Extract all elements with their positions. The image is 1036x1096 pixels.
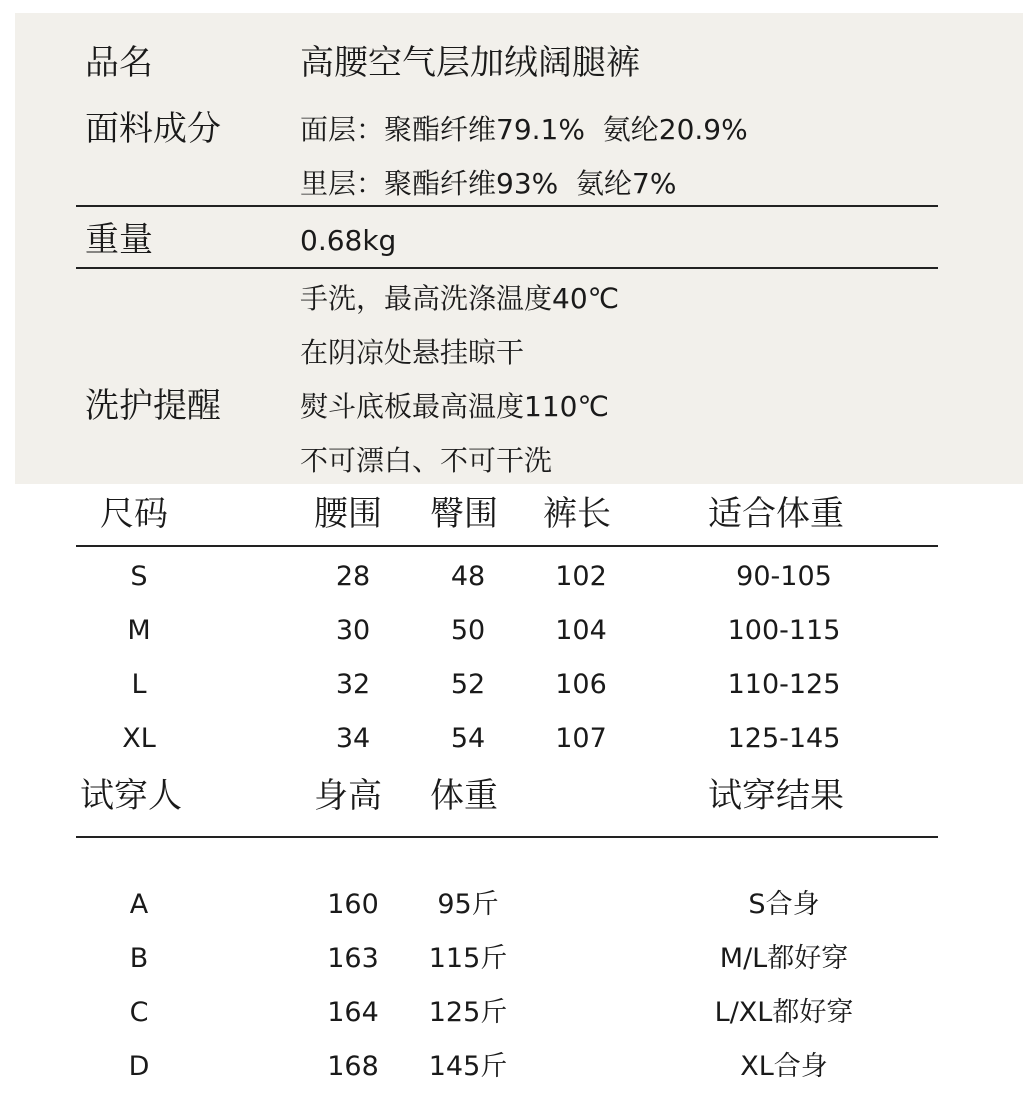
name-label: 品名 xyxy=(85,43,153,83)
hip-cell: 50 xyxy=(450,615,486,646)
person-cell: B xyxy=(129,943,149,974)
size-cell: S xyxy=(130,561,148,592)
weight-range-cell: 100-115 xyxy=(727,615,841,646)
weight-range-cell: 125-145 xyxy=(727,723,841,754)
waist-cell: 32 xyxy=(335,669,371,700)
size-header-length: 裤长 xyxy=(543,494,611,534)
weight-value: 0.68kg xyxy=(300,224,397,257)
size-header-weight: 适合体重 xyxy=(708,494,844,534)
tryon-header-person: 试穿人 xyxy=(80,776,182,816)
weight-range-cell: 90-105 xyxy=(736,561,832,592)
tryon-header-weight: 体重 xyxy=(430,776,498,816)
care-line: 熨斗底板最高温度110℃ xyxy=(300,390,609,423)
care-label: 洗护提醒 xyxy=(85,386,221,426)
size-header-size: 尺码 xyxy=(100,494,168,534)
length-cell: 106 xyxy=(555,669,607,700)
divider xyxy=(76,267,938,269)
tryon-header-result: 试穿结果 xyxy=(708,776,844,816)
weight-range-cell: 110-125 xyxy=(727,669,841,700)
person-cell: D xyxy=(128,1051,150,1082)
hip-cell: 48 xyxy=(450,561,486,592)
length-cell: 107 xyxy=(555,723,607,754)
weight-cell: 145斤 xyxy=(428,1051,508,1082)
result-cell: L/XL都好穿 xyxy=(714,997,854,1028)
size-cell: XL xyxy=(122,723,156,754)
height-cell: 168 xyxy=(327,1051,379,1082)
divider xyxy=(76,545,938,547)
weight-cell: 125斤 xyxy=(428,997,508,1028)
fabric-label: 面料成分 xyxy=(85,109,221,149)
weight-cell: 95斤 xyxy=(437,889,499,920)
person-cell: C xyxy=(129,997,149,1028)
hip-cell: 54 xyxy=(450,723,486,754)
result-cell: XL合身 xyxy=(740,1051,828,1082)
height-cell: 164 xyxy=(327,997,379,1028)
height-cell: 160 xyxy=(327,889,379,920)
divider xyxy=(76,836,938,838)
fabric-line-inner: 里层：聚酯纤维93% 氨纶7% xyxy=(300,167,677,200)
length-cell: 102 xyxy=(555,561,607,592)
care-line: 不可漂白、不可干洗 xyxy=(300,444,553,477)
fabric-line-outer: 面层：聚酯纤维79.1% 氨纶20.9% xyxy=(300,113,748,146)
waist-cell: 34 xyxy=(335,723,371,754)
size-header-hip: 臀围 xyxy=(430,494,498,534)
tryon-header-height: 身高 xyxy=(314,776,382,816)
result-cell: S合身 xyxy=(748,889,820,920)
person-cell: A xyxy=(129,889,149,920)
size-cell: M xyxy=(127,615,151,646)
result-cell: M/L都好穿 xyxy=(719,943,849,974)
care-line: 在阴凉处悬挂晾干 xyxy=(300,336,525,369)
waist-cell: 28 xyxy=(335,561,371,592)
size-cell: L xyxy=(131,669,147,700)
weight-cell: 115斤 xyxy=(428,943,508,974)
care-line: 手洗，最高洗涤温度40℃ xyxy=(300,282,620,315)
divider xyxy=(76,205,938,207)
length-cell: 104 xyxy=(555,615,607,646)
waist-cell: 30 xyxy=(335,615,371,646)
weight-label: 重量 xyxy=(85,220,153,260)
size-header-waist: 腰围 xyxy=(314,494,382,534)
hip-cell: 52 xyxy=(450,669,486,700)
name-value: 高腰空气层加绒阔腿裤 xyxy=(300,43,640,83)
height-cell: 163 xyxy=(327,943,379,974)
